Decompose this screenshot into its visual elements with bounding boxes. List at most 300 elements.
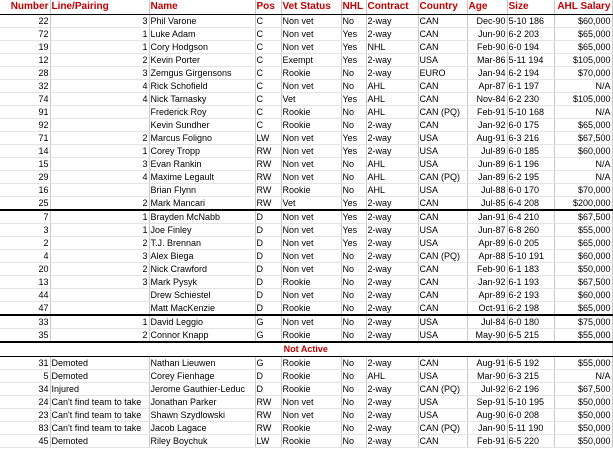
cell-country: EURO xyxy=(418,67,467,80)
cell-contract: 2-way xyxy=(366,145,418,158)
cell-contract: 2-way xyxy=(366,263,418,276)
cell-size: 6-1 183 xyxy=(507,263,554,276)
cell-ahl-salary: N/A xyxy=(554,171,612,184)
cell-line-pairing xyxy=(50,184,149,197)
cell-size: 5-10 195 xyxy=(507,396,554,409)
cell-age: Jun-90 xyxy=(467,28,507,41)
cell-nhl: Yes xyxy=(341,145,366,158)
cell-ahl-salary: $55,000 xyxy=(554,357,612,370)
cell-name: Phil Varone xyxy=(149,15,255,28)
header-row xyxy=(0,0,612,15)
cell-pos: C xyxy=(255,54,281,67)
cell-ahl-salary: N/A xyxy=(554,370,612,383)
header-pos: Pos xyxy=(255,0,281,15)
cell-ahl-salary: $60,000 xyxy=(554,15,612,28)
cell-number: 20 xyxy=(0,263,50,276)
cell-contract: 2-way xyxy=(366,409,418,422)
cell-age: May-90 xyxy=(467,329,507,343)
cell-name: Nick Tarnasky xyxy=(149,93,255,106)
cell-number: 23 xyxy=(0,409,50,422)
table-row xyxy=(0,15,612,28)
cell-line-pairing: 3 xyxy=(50,67,149,80)
cell-ahl-salary: $70,000 xyxy=(554,184,612,197)
cell-pos: C xyxy=(255,106,281,119)
cell-vet-status: Non vet xyxy=(281,28,341,41)
cell-vet-status: Rookie xyxy=(281,329,341,343)
cell-nhl: No xyxy=(341,370,366,383)
header-number: Number xyxy=(0,0,50,15)
cell-size: 6-2 195 xyxy=(507,171,554,184)
cell-age: Jul-89 xyxy=(467,145,507,158)
header-line-pairing: Line/Pairing xyxy=(50,0,149,15)
cell-name: Cory Hodgson xyxy=(149,41,255,54)
cell-line-pairing: Can't find team to take xyxy=(50,409,149,422)
cell-line-pairing: 1 xyxy=(50,210,149,224)
cell-age: Jan-91 xyxy=(467,210,507,224)
cell-name: Alex Biega xyxy=(149,250,255,263)
cell-vet-status: Rookie xyxy=(281,302,341,316)
cell-ahl-salary: $65,000 xyxy=(554,237,612,250)
cell-number: 71 xyxy=(0,132,50,145)
cell-vet-status: Rookie xyxy=(281,357,341,370)
cell-size: 6-5 215 xyxy=(507,329,554,343)
cell-country: CAN xyxy=(418,41,467,54)
cell-pos: RW xyxy=(255,145,281,158)
cell-pos: C xyxy=(255,67,281,80)
cell-pos: RW xyxy=(255,158,281,171)
cell-age: Jan-92 xyxy=(467,276,507,289)
cell-vet-status: Rookie xyxy=(281,383,341,396)
cell-size: 6-1 197 xyxy=(507,80,554,93)
cell-country: USA xyxy=(418,158,467,171)
cell-name: Drew Schiestel xyxy=(149,289,255,302)
cell-vet-status: Non vet xyxy=(281,289,341,302)
cell-nhl: Yes xyxy=(341,210,366,224)
cell-country: CAN (PQ) xyxy=(418,383,467,396)
cell-vet-status: Non vet xyxy=(281,15,341,28)
cell-name: Zemgus Girgensons xyxy=(149,67,255,80)
cell-contract: AHL xyxy=(366,171,418,184)
cell-vet-status: Non vet xyxy=(281,145,341,158)
cell-name: Frederick Roy xyxy=(149,106,255,119)
cell-contract: 2-way xyxy=(366,210,418,224)
cell-age: Jun-89 xyxy=(467,158,507,171)
cell-nhl: Yes xyxy=(341,93,366,106)
table-row xyxy=(0,119,612,132)
cell-number: 24 xyxy=(0,396,50,409)
cell-name: Joe Finley xyxy=(149,224,255,237)
cell-vet-status: Rookie xyxy=(281,276,341,289)
cell-country: CAN xyxy=(418,357,467,370)
cell-name: Matt MacKenzie xyxy=(149,302,255,316)
table-row xyxy=(0,132,612,145)
cell-line-pairing: 1 xyxy=(50,145,149,158)
cell-nhl: No xyxy=(341,67,366,80)
cell-nhl: No xyxy=(341,383,366,396)
cell-vet-status: Rookie xyxy=(281,119,341,132)
cell-line-pairing: Demoted xyxy=(50,357,149,370)
cell-country: CAN xyxy=(418,435,467,448)
cell-pos: G xyxy=(255,315,281,329)
cell-contract: 2-way xyxy=(366,28,418,41)
table-row xyxy=(0,302,612,316)
cell-ahl-salary: $55,000 xyxy=(554,224,612,237)
cell-name: Corey Fienhage xyxy=(149,370,255,383)
cell-vet-status: Non vet xyxy=(281,41,341,54)
table-row xyxy=(0,396,612,409)
cell-nhl: No xyxy=(341,315,366,329)
cell-size: 6-2 193 xyxy=(507,289,554,302)
cell-contract: 2-way xyxy=(366,383,418,396)
cell-contract: 2-way xyxy=(366,315,418,329)
table-row xyxy=(0,80,612,93)
cell-size: 6-0 194 xyxy=(507,41,554,54)
cell-size: 5-10 191 xyxy=(507,250,554,263)
cell-ahl-salary: $200,000 xyxy=(554,197,612,211)
cell-ahl-salary: N/A xyxy=(554,158,612,171)
table-row xyxy=(0,197,612,211)
table-row xyxy=(0,383,612,396)
cell-line-pairing: 3 xyxy=(50,276,149,289)
cell-country: USA xyxy=(418,132,467,145)
cell-nhl: Yes xyxy=(341,41,366,54)
cell-age: Aug-91 xyxy=(467,357,507,370)
cell-contract: 2-way xyxy=(366,422,418,435)
header-age: Age xyxy=(467,0,507,15)
cell-size: 6-0 208 xyxy=(507,409,554,422)
cell-country: USA xyxy=(418,224,467,237)
cell-contract: AHL xyxy=(366,158,418,171)
cell-pos: G xyxy=(255,329,281,343)
cell-country: CAN xyxy=(418,210,467,224)
cell-ahl-salary: $65,000 xyxy=(554,28,612,41)
cell-contract: 2-way xyxy=(366,224,418,237)
cell-name: Riley Boychuk xyxy=(149,435,255,448)
cell-nhl: No xyxy=(341,171,366,184)
cell-vet-status: Non vet xyxy=(281,210,341,224)
cell-pos: D xyxy=(255,370,281,383)
cell-ahl-salary: $65,000 xyxy=(554,41,612,54)
cell-contract: 2-way xyxy=(366,357,418,370)
cell-size: 6-0 180 xyxy=(507,315,554,329)
cell-name: Brian Flynn xyxy=(149,184,255,197)
header-ahl-salary: AHL Salary xyxy=(554,0,612,15)
cell-country: CAN (PQ) xyxy=(418,171,467,184)
cell-line-pairing: 2 xyxy=(50,197,149,211)
cell-country: CAN xyxy=(418,119,467,132)
cell-vet-status: Non vet xyxy=(281,250,341,263)
cell-country: CAN xyxy=(418,289,467,302)
cell-name: Shawn Szydlowski xyxy=(149,409,255,422)
not-active-label: Not Active xyxy=(0,342,612,357)
header-size: Size xyxy=(507,0,554,15)
cell-nhl: Yes xyxy=(341,54,366,67)
cell-contract: 2-way xyxy=(366,302,418,316)
header-name: Name xyxy=(149,0,255,15)
cell-country: CAN xyxy=(418,276,467,289)
cell-vet-status: Rookie xyxy=(281,67,341,80)
cell-number: 91 xyxy=(0,106,50,119)
cell-size: 6-0 205 xyxy=(507,237,554,250)
cell-age: Feb-90 xyxy=(467,41,507,54)
cell-country: CAN xyxy=(418,80,467,93)
cell-number: 4 xyxy=(0,250,50,263)
cell-line-pairing: 2 xyxy=(50,329,149,343)
cell-country: USA xyxy=(418,396,467,409)
cell-contract: AHL xyxy=(366,184,418,197)
cell-vet-status: Non vet xyxy=(281,237,341,250)
cell-pos: D xyxy=(255,224,281,237)
cell-pos: D xyxy=(255,289,281,302)
cell-name: Brayden McNabb xyxy=(149,210,255,224)
cell-size: 6-4 210 xyxy=(507,210,554,224)
cell-pos: D xyxy=(255,276,281,289)
cell-name: Jonathan Parker xyxy=(149,396,255,409)
cell-vet-status: Non vet xyxy=(281,132,341,145)
cell-country: USA xyxy=(418,184,467,197)
cell-pos: RW xyxy=(255,197,281,211)
table-row xyxy=(0,145,612,158)
cell-age: Sep-91 xyxy=(467,396,507,409)
cell-age: Nov-84 xyxy=(467,93,507,106)
cell-nhl: Yes xyxy=(341,224,366,237)
cell-country: USA xyxy=(418,145,467,158)
table-row xyxy=(0,224,612,237)
cell-vet-status: Non vet xyxy=(281,409,341,422)
cell-vet-status: Non vet xyxy=(281,158,341,171)
cell-contract: 2-way xyxy=(366,329,418,343)
cell-pos: C xyxy=(255,119,281,132)
cell-size: 6-0 185 xyxy=(507,145,554,158)
cell-name: Mark Mancari xyxy=(149,197,255,211)
cell-country: CAN xyxy=(418,93,467,106)
cell-line-pairing: 4 xyxy=(50,93,149,106)
cell-pos: LW xyxy=(255,435,281,448)
cell-age: Feb-91 xyxy=(467,106,507,119)
cell-pos: D xyxy=(255,263,281,276)
cell-nhl: No xyxy=(341,422,366,435)
cell-age: Apr-89 xyxy=(467,237,507,250)
cell-vet-status: Vet xyxy=(281,93,341,106)
cell-line-pairing: Can't find team to take xyxy=(50,422,149,435)
cell-vet-status: Non vet xyxy=(281,396,341,409)
cell-nhl: No xyxy=(341,289,366,302)
cell-pos: C xyxy=(255,28,281,41)
cell-country: CAN (PQ) xyxy=(418,250,467,263)
cell-nhl: Yes xyxy=(341,237,366,250)
cell-nhl: Yes xyxy=(341,28,366,41)
cell-size: 6-3 215 xyxy=(507,370,554,383)
table-row xyxy=(0,237,612,250)
cell-country: CAN xyxy=(418,15,467,28)
cell-age: Apr-89 xyxy=(467,289,507,302)
cell-vet-status: Rookie xyxy=(281,184,341,197)
cell-vet-status: Non vet xyxy=(281,315,341,329)
cell-number: 28 xyxy=(0,67,50,80)
cell-nhl: No xyxy=(341,184,366,197)
cell-ahl-salary: $60,000 xyxy=(554,145,612,158)
cell-name: Kevin Porter xyxy=(149,54,255,67)
cell-size: 6-4 208 xyxy=(507,197,554,211)
cell-contract: 2-way xyxy=(366,54,418,67)
cell-age: Feb-91 xyxy=(467,435,507,448)
cell-name: Jacob Lagace xyxy=(149,422,255,435)
cell-number: 15 xyxy=(0,158,50,171)
cell-number: 5 xyxy=(0,370,50,383)
cell-name: Kevin Sundher xyxy=(149,119,255,132)
cell-size: 6-8 260 xyxy=(507,224,554,237)
cell-number: 2 xyxy=(0,237,50,250)
table-row xyxy=(0,409,612,422)
cell-line-pairing: 2 xyxy=(50,54,149,67)
cell-country: CAN (PQ) xyxy=(418,106,467,119)
cell-nhl: No xyxy=(341,250,366,263)
cell-country: CAN xyxy=(418,197,467,211)
cell-number: 44 xyxy=(0,289,50,302)
cell-line-pairing xyxy=(50,289,149,302)
cell-size: 6-2 230 xyxy=(507,93,554,106)
roster-body xyxy=(0,15,612,448)
cell-name: Connor Knapp xyxy=(149,329,255,343)
cell-pos: C xyxy=(255,15,281,28)
cell-age: Jan-90 xyxy=(467,422,507,435)
table-row xyxy=(0,158,612,171)
cell-number: 31 xyxy=(0,357,50,370)
cell-contract: AHL xyxy=(366,80,418,93)
cell-age: Dec-90 xyxy=(467,15,507,28)
cell-age: Jul-84 xyxy=(467,315,507,329)
cell-name: Corey Tropp xyxy=(149,145,255,158)
cell-pos: C xyxy=(255,41,281,54)
cell-line-pairing: 1 xyxy=(50,41,149,54)
cell-name: Maxime Legault xyxy=(149,171,255,184)
cell-name: Mark Pysyk xyxy=(149,276,255,289)
cell-contract: 2-way xyxy=(366,197,418,211)
cell-pos: D xyxy=(255,210,281,224)
cell-pos: D xyxy=(255,302,281,316)
cell-number: 45 xyxy=(0,435,50,448)
cell-nhl: No xyxy=(341,106,366,119)
cell-age: Jun-87 xyxy=(467,224,507,237)
cell-vet-status: Rookie xyxy=(281,106,341,119)
cell-name: T.J. Brennan xyxy=(149,237,255,250)
cell-vet-status: Non vet xyxy=(281,224,341,237)
cell-contract: 2-way xyxy=(366,119,418,132)
cell-size: 6-2 203 xyxy=(507,28,554,41)
cell-age: Jan-92 xyxy=(467,119,507,132)
cell-line-pairing: 3 xyxy=(50,158,149,171)
cell-pos: LW xyxy=(255,132,281,145)
cell-nhl: No xyxy=(341,302,366,316)
cell-name: Luke Adam xyxy=(149,28,255,41)
cell-age: Jul-92 xyxy=(467,383,507,396)
cell-contract: NHL xyxy=(366,41,418,54)
cell-age: Oct-91 xyxy=(467,302,507,316)
cell-age: Mar-90 xyxy=(467,370,507,383)
cell-size: 6-0 170 xyxy=(507,184,554,197)
table-row xyxy=(0,422,612,435)
table-row xyxy=(0,357,612,370)
cell-ahl-salary: $50,000 xyxy=(554,263,612,276)
cell-line-pairing: 4 xyxy=(50,80,149,93)
cell-number: 13 xyxy=(0,276,50,289)
cell-size: 6-2 194 xyxy=(507,67,554,80)
cell-ahl-salary: $67,500 xyxy=(554,276,612,289)
cell-ahl-salary: $67,500 xyxy=(554,383,612,396)
header-vet-status: Vet Status xyxy=(281,0,341,15)
cell-line-pairing: 3 xyxy=(50,15,149,28)
cell-line-pairing: 1 xyxy=(50,224,149,237)
cell-name: Nick Crawford xyxy=(149,263,255,276)
cell-country: USA xyxy=(418,329,467,343)
cell-ahl-salary: $50,000 xyxy=(554,422,612,435)
cell-size: 6-5 220 xyxy=(507,435,554,448)
cell-number: 35 xyxy=(0,329,50,343)
cell-line-pairing: Injured xyxy=(50,383,149,396)
cell-number: 33 xyxy=(0,315,50,329)
cell-number: 14 xyxy=(0,145,50,158)
cell-contract: 2-way xyxy=(366,237,418,250)
cell-name: Jerome Gauthier-Leduc xyxy=(149,383,255,396)
cell-contract: AHL xyxy=(366,93,418,106)
cell-size: 6-3 216 xyxy=(507,132,554,145)
cell-size: 5-11 190 xyxy=(507,422,554,435)
cell-line-pairing xyxy=(50,302,149,316)
cell-contract: AHL xyxy=(366,106,418,119)
cell-contract: 2-way xyxy=(366,15,418,28)
cell-number: 72 xyxy=(0,28,50,41)
cell-nhl: No xyxy=(341,409,366,422)
cell-nhl: Yes xyxy=(341,132,366,145)
table-row xyxy=(0,171,612,184)
cell-line-pairing xyxy=(50,119,149,132)
cell-nhl: No xyxy=(341,158,366,171)
cell-ahl-salary: $55,000 xyxy=(554,329,612,343)
cell-number: 92 xyxy=(0,119,50,132)
cell-ahl-salary: $65,000 xyxy=(554,119,612,132)
table-row xyxy=(0,54,612,67)
cell-number: 47 xyxy=(0,302,50,316)
cell-line-pairing: Demoted xyxy=(50,435,149,448)
cell-ahl-salary: $60,000 xyxy=(554,250,612,263)
cell-age: Feb-90 xyxy=(467,263,507,276)
cell-nhl: No xyxy=(341,15,366,28)
cell-pos: C xyxy=(255,93,281,106)
cell-nhl: No xyxy=(341,357,366,370)
cell-ahl-salary: $67,500 xyxy=(554,210,612,224)
cell-size: 6-0 175 xyxy=(507,119,554,132)
cell-contract: 2-way xyxy=(366,250,418,263)
cell-number: 7 xyxy=(0,210,50,224)
cell-line-pairing: 2 xyxy=(50,237,149,250)
cell-contract: AHL xyxy=(366,370,418,383)
cell-country: CAN (PQ) xyxy=(418,422,467,435)
cell-number: 12 xyxy=(0,54,50,67)
cell-nhl: Yes xyxy=(341,197,366,211)
cell-nhl: No xyxy=(341,263,366,276)
cell-nhl: No xyxy=(341,329,366,343)
cell-line-pairing: 1 xyxy=(50,315,149,329)
cell-line-pairing: Demoted xyxy=(50,370,149,383)
cell-pos: RW xyxy=(255,422,281,435)
cell-size: 6-5 192 xyxy=(507,357,554,370)
cell-line-pairing: 3 xyxy=(50,250,149,263)
header-nhl: NHL xyxy=(341,0,366,15)
cell-contract: 2-way xyxy=(366,435,418,448)
cell-line-pairing: 2 xyxy=(50,132,149,145)
cell-age: Aug-91 xyxy=(467,132,507,145)
table-row xyxy=(0,210,612,224)
